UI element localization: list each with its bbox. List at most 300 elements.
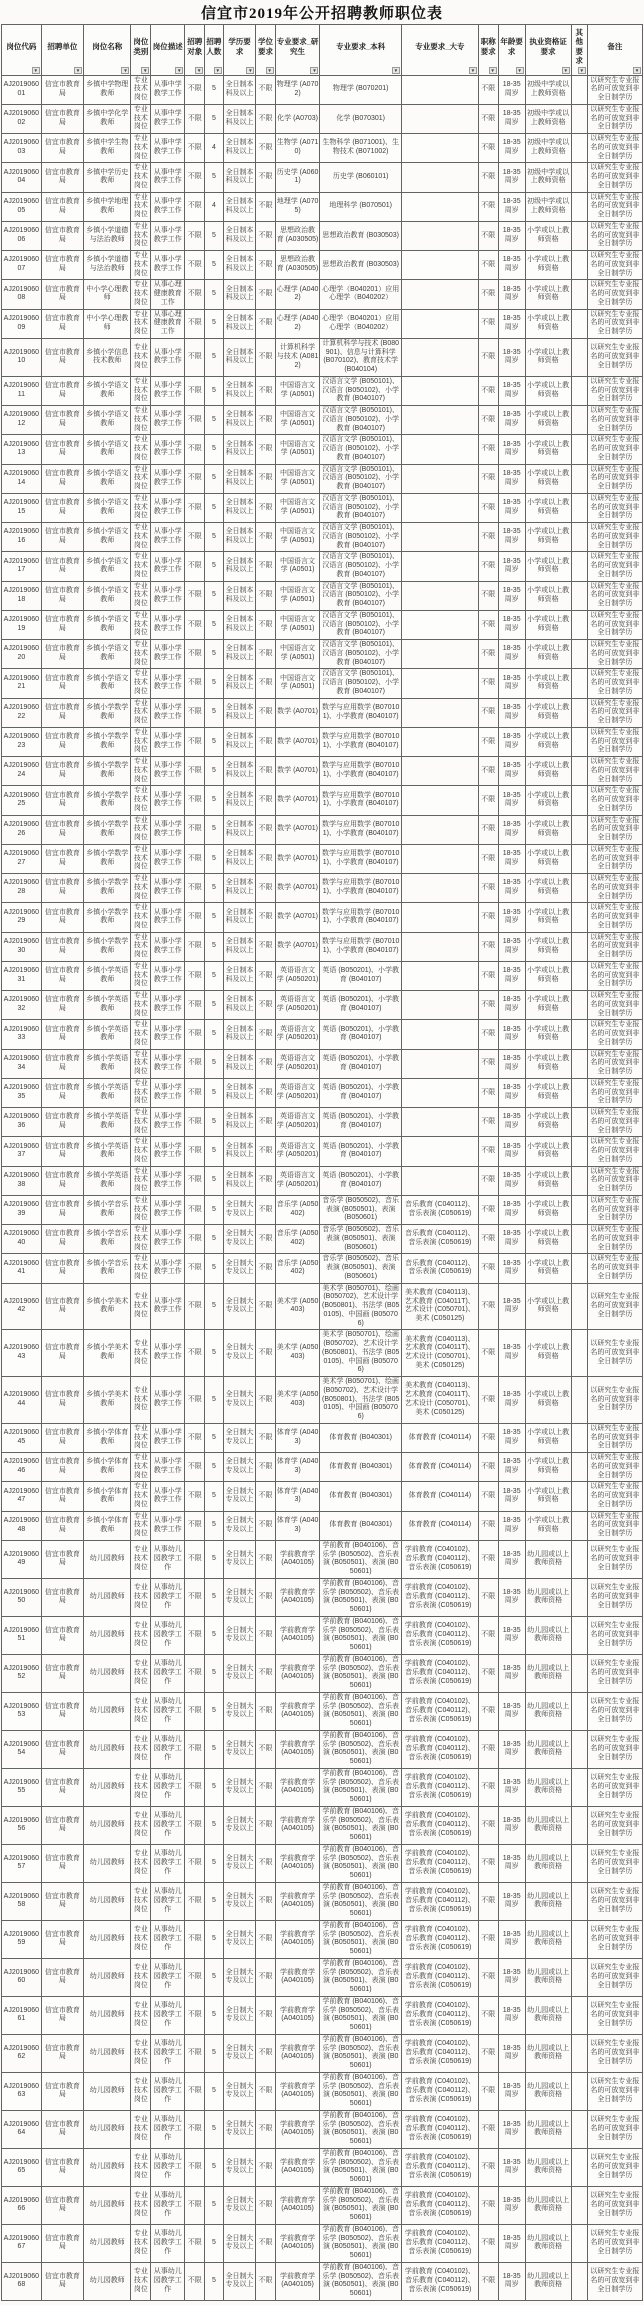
cell-other bbox=[571, 1920, 587, 1958]
table-row bbox=[2, 757, 643, 786]
cell-degree: 不限 bbox=[256, 991, 275, 1020]
cell-code: AJ201906040 bbox=[2, 1225, 42, 1254]
cell-title_req: 不限 bbox=[478, 435, 498, 464]
cell-remark: 以研究生专业报名的可放宽到非全日制学历 bbox=[587, 1049, 642, 1078]
cell-desc: 从事小学教学工作 bbox=[151, 669, 185, 698]
cell-title_req: 不限 bbox=[478, 464, 498, 493]
cell-bachelor: 汉语言文学 (B050101)、汉语言 (B050102)、小学教育 (B040107) bbox=[320, 464, 401, 493]
cell-target: 不限 bbox=[185, 786, 205, 815]
cell-target: 不限 bbox=[185, 1377, 205, 1424]
cell-name: 乡镇小学数学教师 bbox=[84, 786, 131, 815]
cell-name: 乡镇小学数学教师 bbox=[84, 727, 131, 756]
cell-desc: 从事小学教学工作 bbox=[151, 1254, 185, 1283]
cell-code: AJ201906054 bbox=[2, 1730, 42, 1768]
cell-category: 专业技术岗位 bbox=[131, 610, 151, 639]
cell-edu: 全日制大专及以上 bbox=[223, 2262, 256, 2300]
table-row bbox=[2, 1692, 643, 1730]
cell-cert: 小学或以上教师资格 bbox=[525, 903, 571, 932]
cell-count: 5 bbox=[205, 2110, 224, 2148]
table-row bbox=[2, 134, 643, 163]
cell-code: AJ201906018 bbox=[2, 581, 42, 610]
cell-title_req: 不限 bbox=[478, 376, 498, 405]
filter-dropdown-icon[interactable]: ▾ bbox=[562, 67, 570, 74]
cell-degree: 不限 bbox=[256, 757, 275, 786]
cell-target: 不限 bbox=[185, 1806, 205, 1844]
cell-bachelor: 汉语言文学 (B050101)、汉语言 (B050102)、小学教育 (B040107) bbox=[320, 493, 401, 522]
cell-cert: 小学或以上教师资格 bbox=[525, 669, 571, 698]
cell-other bbox=[571, 2262, 587, 2300]
cell-bachelor: 学前教育 (B040106)、音乐学 (B050502)、音乐表演 (B050501)、表演 (B050601) bbox=[320, 1768, 401, 1806]
cell-degree: 不限 bbox=[256, 727, 275, 756]
cell-age: 18-35周岁 bbox=[498, 552, 525, 581]
cell-bachelor: 数学与应用数学 (B070101)、小学教育 (B040107) bbox=[320, 874, 401, 903]
cell-bachelor: 英语 (B050201)、小学教育 (B040107) bbox=[320, 1049, 401, 1078]
cell-college: 学前教育 (C040102)、音乐教育 (C040112)、音乐表演 (C050619) bbox=[401, 1844, 478, 1882]
cell-grad: 英语语言文学 (A050201) bbox=[275, 1166, 320, 1195]
table-row bbox=[2, 1166, 643, 1195]
cell-code: AJ201906039 bbox=[2, 1195, 42, 1224]
cell-target: 不限 bbox=[185, 280, 205, 309]
cell-code: AJ201906058 bbox=[2, 1882, 42, 1920]
cell-college: 体育教育 (C040114) bbox=[401, 1482, 478, 1511]
cell-edu: 全日制本科及以上 bbox=[223, 961, 256, 990]
cell-cert: 小学或以上教师资格 bbox=[525, 493, 571, 522]
cell-count: 5 bbox=[205, 2034, 224, 2072]
cell-bachelor: 数学与应用数学 (B070101)、小学教育 (B040107) bbox=[320, 786, 401, 815]
cell-title_req: 不限 bbox=[478, 1049, 498, 1078]
cell-other bbox=[571, 1453, 587, 1482]
cell-count: 5 bbox=[205, 251, 224, 280]
cell-name: 乡镇小学音乐教师 bbox=[84, 1225, 131, 1254]
cell-name: 乡镇小学道德与法治教师 bbox=[84, 251, 131, 280]
filter-dropdown-icon[interactable]: ▾ bbox=[74, 67, 82, 74]
cell-cert: 小学或以上教师资格 bbox=[525, 874, 571, 903]
cell-degree: 不限 bbox=[256, 932, 275, 961]
cell-bachelor: 英语 (B050201)、小学教育 (B040107) bbox=[320, 1108, 401, 1137]
filter-dropdown-icon[interactable]: ▾ bbox=[392, 67, 400, 74]
column-header-label: 年龄要求 bbox=[500, 37, 523, 56]
filter-dropdown-icon[interactable]: ▾ bbox=[246, 67, 254, 74]
cell-age: 18-35周岁 bbox=[498, 874, 525, 903]
cell-edu: 全日制本科及以上 bbox=[223, 610, 256, 639]
cell-degree: 不限 bbox=[256, 1540, 275, 1578]
cell-bachelor: 汉语言文学 (B050101)、汉语言 (B050102)、小学教育 (B040107) bbox=[320, 376, 401, 405]
cell-unit: 信宜市教育局 bbox=[41, 2148, 83, 2186]
filter-dropdown-icon[interactable]: ▾ bbox=[633, 67, 641, 74]
cell-grad: 体育学 (A0403) bbox=[275, 1511, 320, 1540]
cell-bachelor: 学前教育 (B040106)、音乐学 (B050502)、音乐表演 (B050501)、表演 (B050601) bbox=[320, 1730, 401, 1768]
cell-college: 体育教育 (C040114) bbox=[401, 1423, 478, 1452]
cell-name: 幼儿园教师 bbox=[84, 1958, 131, 1996]
cell-college bbox=[401, 552, 478, 581]
cell-target: 不限 bbox=[185, 2072, 205, 2110]
cell-count: 5 bbox=[205, 1166, 224, 1195]
cell-grad: 学前教育学 (A040105) bbox=[275, 2224, 320, 2262]
cell-name: 幼儿园教师 bbox=[84, 1920, 131, 1958]
cell-category: 专业技术岗位 bbox=[131, 251, 151, 280]
cell-code: AJ201906041 bbox=[2, 1254, 42, 1283]
cell-name: 乡镇小学语文教师 bbox=[84, 406, 131, 435]
cell-category: 专业技术岗位 bbox=[131, 464, 151, 493]
cell-other bbox=[571, 903, 587, 932]
cell-name: 幼儿园教师 bbox=[84, 1692, 131, 1730]
column-header-label: 专业要求_本科 bbox=[336, 42, 386, 52]
column-header-label: 执业资格证要求 bbox=[529, 37, 567, 56]
cell-category: 专业技术岗位 bbox=[131, 581, 151, 610]
cell-grad: 学前教育学 (A040105) bbox=[275, 1768, 320, 1806]
cell-desc: 从事幼儿园教学工作 bbox=[151, 1882, 185, 1920]
cell-edu: 全日制大专及以上 bbox=[223, 1996, 256, 2034]
cell-category: 专业技术岗位 bbox=[131, 1511, 151, 1540]
cell-age: 18-35周岁 bbox=[498, 1377, 525, 1424]
cell-bachelor: 学前教育 (B040106)、音乐学 (B050502)、音乐表演 (B050501)、表演 (B050601) bbox=[320, 1806, 401, 1844]
column-header-other bbox=[571, 25, 587, 76]
cell-degree: 不限 bbox=[256, 1225, 275, 1254]
cell-remark: 以研究生专业报名的可放宽到非全日制学历 bbox=[587, 523, 642, 552]
cell-desc: 从事小学教学工作 bbox=[151, 493, 185, 522]
column-header-degree bbox=[256, 25, 275, 76]
cell-count: 5 bbox=[205, 903, 224, 932]
cell-cert: 小学或以上教师资格 bbox=[525, 1078, 571, 1107]
column-header-label: 招聘对象 bbox=[187, 37, 203, 56]
filter-dropdown-icon[interactable]: ▾ bbox=[469, 67, 477, 74]
cell-name: 幼儿园教师 bbox=[84, 1996, 131, 2034]
cell-code: AJ201906062 bbox=[2, 2034, 42, 2072]
cell-desc: 从事幼儿园教学工作 bbox=[151, 2262, 185, 2300]
cell-count: 5 bbox=[205, 1078, 224, 1107]
cell-name: 乡镇小学英语教师 bbox=[84, 991, 131, 1020]
cell-name: 乡镇小学英语教师 bbox=[84, 1049, 131, 1078]
cell-other bbox=[571, 1692, 587, 1730]
cell-cert: 小学或以上教师资格 bbox=[525, 1283, 571, 1330]
cell-college bbox=[401, 786, 478, 815]
table-row bbox=[2, 2186, 643, 2224]
cell-count: 5 bbox=[205, 757, 224, 786]
cell-target: 不限 bbox=[185, 698, 205, 727]
table-row bbox=[2, 1482, 643, 1511]
cell-bachelor: 生物科学 (B071001)、生物技术 (B071002) bbox=[320, 134, 401, 163]
cell-cert: 小学或以上教师资格 bbox=[525, 991, 571, 1020]
cell-title_req: 不限 bbox=[478, 669, 498, 698]
filter-dropdown-icon[interactable]: ▾ bbox=[175, 67, 183, 74]
cell-cert: 小学或以上教师资格 bbox=[525, 815, 571, 844]
cell-target: 不限 bbox=[185, 1108, 205, 1137]
cell-cert: 小学或以上教师资格 bbox=[525, 376, 571, 405]
cell-name: 幼儿园教师 bbox=[84, 1616, 131, 1654]
cell-other bbox=[571, 1654, 587, 1692]
cell-bachelor: 音乐学 (B050502)、音乐表演 (B050501)、表演 (B050601) bbox=[320, 1195, 401, 1224]
cell-college bbox=[401, 932, 478, 961]
cell-code: AJ201906007 bbox=[2, 251, 42, 280]
cell-other bbox=[571, 2034, 587, 2072]
cell-grad: 体育学 (A0403) bbox=[275, 1482, 320, 1511]
cell-unit: 信宜市教育局 bbox=[41, 610, 83, 639]
cell-remark: 以研究生专业报名的可放宽到非全日制学历 bbox=[587, 932, 642, 961]
cell-cert: 小学或以上教师资格 bbox=[525, 698, 571, 727]
cell-target: 不限 bbox=[185, 1330, 205, 1377]
cell-college bbox=[401, 163, 478, 192]
cell-other bbox=[571, 338, 587, 376]
cell-title_req: 不限 bbox=[478, 610, 498, 639]
cell-target: 不限 bbox=[185, 435, 205, 464]
cell-college: 学前教育 (C040102)、音乐教育 (C040112)、音乐表演 (C050619) bbox=[401, 2224, 478, 2262]
column-header-label: 学位要求 bbox=[258, 37, 274, 56]
cell-degree: 不限 bbox=[256, 2110, 275, 2148]
cell-unit: 信宜市教育局 bbox=[41, 376, 83, 405]
cell-title_req: 不限 bbox=[478, 786, 498, 815]
cell-title_req: 不限 bbox=[478, 727, 498, 756]
cell-desc: 从事小学教学工作 bbox=[151, 376, 185, 405]
cell-grad: 计算机科学与技术 (A0812) bbox=[275, 338, 320, 376]
cell-desc: 从事小学教学工作 bbox=[151, 932, 185, 961]
cell-target: 不限 bbox=[185, 727, 205, 756]
cell-bachelor: 学前教育 (B040106)、音乐学 (B050502)、音乐表演 (B050501)、表演 (B050601) bbox=[320, 1920, 401, 1958]
column-header-cert bbox=[525, 25, 571, 76]
cell-bachelor: 汉语言文学 (B050101)、汉语言 (B050102)、小学教育 (B040107) bbox=[320, 406, 401, 435]
cell-cert: 幼儿园或以上教师资格 bbox=[525, 1920, 571, 1958]
cell-degree: 不限 bbox=[256, 581, 275, 610]
cell-college bbox=[401, 610, 478, 639]
cell-degree: 不限 bbox=[256, 309, 275, 338]
cell-degree: 不限 bbox=[256, 376, 275, 405]
cell-cert: 小学或以上教师资格 bbox=[525, 338, 571, 376]
cell-remark: 以研究生专业报名的可放宽到非全日制学历 bbox=[587, 2110, 642, 2148]
cell-code: AJ201906011 bbox=[2, 376, 42, 405]
cell-desc: 从事中学教学工作 bbox=[151, 134, 185, 163]
cell-degree: 不限 bbox=[256, 1578, 275, 1616]
cell-degree: 不限 bbox=[256, 2186, 275, 2224]
table-row bbox=[2, 280, 643, 309]
cell-name: 乡镇中学化学教师 bbox=[84, 104, 131, 133]
column-header-grad bbox=[275, 25, 320, 76]
cell-name: 乡镇中学地理教师 bbox=[84, 192, 131, 221]
cell-remark: 以研究生专业报名的可放宽到非全日制学历 bbox=[587, 309, 642, 338]
cell-age: 18-35周岁 bbox=[498, 280, 525, 309]
cell-name: 乡镇小学美术教师 bbox=[84, 1330, 131, 1377]
column-header-code bbox=[2, 25, 42, 76]
table-row bbox=[2, 903, 643, 932]
cell-category: 专业技术岗位 bbox=[131, 2072, 151, 2110]
table-row bbox=[2, 1540, 643, 1578]
cell-code: AJ201906021 bbox=[2, 669, 42, 698]
cell-other bbox=[571, 1020, 587, 1049]
cell-title_req: 不限 bbox=[478, 523, 498, 552]
cell-bachelor: 英语 (B050201)、小学教育 (B040107) bbox=[320, 961, 401, 990]
cell-edu: 全日制大专及以上 bbox=[223, 1254, 256, 1283]
cell-remark: 以研究生专业报名的可放宽到非全日制学历 bbox=[587, 163, 642, 192]
cell-bachelor: 学前教育 (B040106)、音乐学 (B050502)、音乐表演 (B050501)、表演 (B050601) bbox=[320, 2262, 401, 2300]
filter-dropdown-icon[interactable]: ▾ bbox=[489, 67, 497, 74]
cell-college bbox=[401, 376, 478, 405]
cell-title_req: 不限 bbox=[478, 338, 498, 376]
cell-college bbox=[401, 493, 478, 522]
cell-desc: 从事小学教学工作 bbox=[151, 1195, 185, 1224]
cell-age: 18-35周岁 bbox=[498, 1920, 525, 1958]
cell-count: 5 bbox=[205, 2148, 224, 2186]
cell-remark: 以研究生专业报名的可放宽到非全日制学历 bbox=[587, 192, 642, 221]
cell-name: 幼儿园教师 bbox=[84, 1844, 131, 1882]
cell-title_req: 不限 bbox=[478, 406, 498, 435]
cell-name: 乡镇小学语文教师 bbox=[84, 610, 131, 639]
cell-other bbox=[571, 1844, 587, 1882]
cell-category: 专业技术岗位 bbox=[131, 2262, 151, 2300]
cell-bachelor: 计算机科学与技术 (B080901)、信息与计算科学 (B070102)、教育技术学 (B040104) bbox=[320, 338, 401, 376]
filter-dropdown-icon[interactable]: ▾ bbox=[578, 67, 586, 74]
cell-edu: 全日制大专及以上 bbox=[223, 1540, 256, 1578]
table-row bbox=[2, 961, 643, 990]
cell-title_req: 不限 bbox=[478, 1078, 498, 1107]
cell-count: 5 bbox=[205, 435, 224, 464]
filter-dropdown-icon[interactable]: ▾ bbox=[310, 67, 318, 74]
cell-edu: 全日制大专及以上 bbox=[223, 1511, 256, 1540]
cell-count: 4 bbox=[205, 134, 224, 163]
cell-target: 不限 bbox=[185, 1195, 205, 1224]
table-row bbox=[2, 406, 643, 435]
cell-name: 幼儿园教师 bbox=[84, 2186, 131, 2224]
cell-name: 乡镇小学英语教师 bbox=[84, 1137, 131, 1166]
cell-title_req: 不限 bbox=[478, 991, 498, 1020]
cell-cert: 小学或以上教师资格 bbox=[525, 1482, 571, 1511]
cell-college bbox=[401, 844, 478, 873]
cell-category: 专业技术岗位 bbox=[131, 221, 151, 250]
cell-college bbox=[401, 640, 478, 669]
cell-target: 不限 bbox=[185, 2110, 205, 2148]
table-row bbox=[2, 192, 643, 221]
filter-dropdown-icon[interactable]: ▾ bbox=[141, 67, 149, 74]
table-body bbox=[2, 75, 643, 2300]
cell-other bbox=[571, 406, 587, 435]
cell-other bbox=[571, 610, 587, 639]
cell-cert: 初级中学或以上教师资格 bbox=[525, 75, 571, 104]
cell-edu: 全日制大专及以上 bbox=[223, 1806, 256, 1844]
table-row bbox=[2, 1049, 643, 1078]
cell-target: 不限 bbox=[185, 1920, 205, 1958]
cell-code: AJ201906028 bbox=[2, 874, 42, 903]
cell-code: AJ201906051 bbox=[2, 1616, 42, 1654]
cell-target: 不限 bbox=[185, 1078, 205, 1107]
table-row bbox=[2, 376, 643, 405]
table-row bbox=[2, 163, 643, 192]
cell-bachelor: 体育教育 (B040301) bbox=[320, 1453, 401, 1482]
cell-remark: 以研究生专业报名的可放宽到非全日制学历 bbox=[587, 1423, 642, 1452]
cell-category: 专业技术岗位 bbox=[131, 757, 151, 786]
cell-grad: 学前教育学 (A040105) bbox=[275, 1806, 320, 1844]
cell-unit: 信宜市教育局 bbox=[41, 221, 83, 250]
cell-name: 乡镇小学语文教师 bbox=[84, 376, 131, 405]
cell-desc: 从事小学教学工作 bbox=[151, 1049, 185, 1078]
cell-remark: 以研究生专业报名的可放宽到非全日制学历 bbox=[587, 134, 642, 163]
cell-edu: 全日制本科及以上 bbox=[223, 75, 256, 104]
cell-target: 不限 bbox=[185, 221, 205, 250]
table-row bbox=[2, 221, 643, 250]
filter-dropdown-icon[interactable]: ▾ bbox=[195, 67, 203, 74]
cell-grad: 美术学 (A050403) bbox=[275, 1283, 320, 1330]
filter-dropdown-icon[interactable]: ▾ bbox=[266, 67, 274, 74]
cell-target: 不限 bbox=[185, 2034, 205, 2072]
cell-degree: 不限 bbox=[256, 1511, 275, 1540]
table-row bbox=[2, 2072, 643, 2110]
cell-target: 不限 bbox=[185, 874, 205, 903]
table-row bbox=[2, 2148, 643, 2186]
table-row bbox=[2, 75, 643, 104]
cell-name: 乡镇中学生物教师 bbox=[84, 134, 131, 163]
cell-unit: 信宜市教育局 bbox=[41, 1654, 83, 1692]
cell-title_req: 不限 bbox=[478, 192, 498, 221]
cell-grad: 思想政治教育 (A030505) bbox=[275, 221, 320, 250]
cell-other bbox=[571, 932, 587, 961]
cell-age: 18-35周岁 bbox=[498, 221, 525, 250]
column-header-desc bbox=[151, 25, 185, 76]
cell-degree: 不限 bbox=[256, 1377, 275, 1424]
cell-remark: 以研究生专业报名的可放宽到非全日制学历 bbox=[587, 1920, 642, 1958]
cell-degree: 不限 bbox=[256, 2148, 275, 2186]
cell-desc: 从事小学教学工作 bbox=[151, 786, 185, 815]
cell-target: 不限 bbox=[185, 192, 205, 221]
cell-college bbox=[401, 435, 478, 464]
filter-dropdown-icon[interactable]: ▾ bbox=[214, 67, 222, 74]
cell-grad: 地理学 (A0705) bbox=[275, 192, 320, 221]
cell-unit: 信宜市教育局 bbox=[41, 2110, 83, 2148]
cell-title_req: 不限 bbox=[478, 1453, 498, 1482]
cell-category: 专业技术岗位 bbox=[131, 961, 151, 990]
cell-bachelor: 音乐学 (B050502)、音乐表演 (B050501)、表演 (B050601) bbox=[320, 1254, 401, 1283]
cell-other bbox=[571, 1283, 587, 1330]
cell-title_req: 不限 bbox=[478, 309, 498, 338]
cell-category: 专业技术岗位 bbox=[131, 1654, 151, 1692]
cell-remark: 以研究生专业报名的可放宽到非全日制学历 bbox=[587, 669, 642, 698]
cell-degree: 不限 bbox=[256, 1254, 275, 1283]
cell-count: 5 bbox=[205, 493, 224, 522]
cell-title_req: 不限 bbox=[478, 874, 498, 903]
cell-target: 不限 bbox=[185, 104, 205, 133]
cell-age: 18-35周岁 bbox=[498, 1996, 525, 2034]
cell-degree: 不限 bbox=[256, 961, 275, 990]
cell-code: AJ201906016 bbox=[2, 523, 42, 552]
cell-unit: 信宜市教育局 bbox=[41, 552, 83, 581]
cell-age: 18-35周岁 bbox=[498, 192, 525, 221]
filter-dropdown-icon[interactable]: ▾ bbox=[32, 67, 40, 74]
cell-degree: 不限 bbox=[256, 786, 275, 815]
cell-degree: 不限 bbox=[256, 669, 275, 698]
cell-count: 5 bbox=[205, 1806, 224, 1844]
cell-grad: 学前教育学 (A040105) bbox=[275, 1958, 320, 1996]
cell-remark: 以研究生专业报名的可放宽到非全日制学历 bbox=[587, 1137, 642, 1166]
cell-desc: 从事心理健康教育工作 bbox=[151, 280, 185, 309]
cell-name: 乡镇小学数学教师 bbox=[84, 932, 131, 961]
cell-grad: 学前教育学 (A040105) bbox=[275, 1996, 320, 2034]
cell-other bbox=[571, 669, 587, 698]
filter-dropdown-icon[interactable]: ▾ bbox=[516, 67, 524, 74]
cell-name: 乡镇小学英语教师 bbox=[84, 1108, 131, 1137]
cell-remark: 以研究生专业报名的可放宽到非全日制学历 bbox=[587, 1020, 642, 1049]
cell-title_req: 不限 bbox=[478, 1254, 498, 1283]
cell-code: AJ201906020 bbox=[2, 640, 42, 669]
cell-desc: 从事小学教学工作 bbox=[151, 1108, 185, 1137]
cell-cert: 小学或以上教师资格 bbox=[525, 435, 571, 464]
cell-desc: 从事小学教学工作 bbox=[151, 1166, 185, 1195]
cell-unit: 信宜市教育局 bbox=[41, 1482, 83, 1511]
cell-unit: 信宜市教育局 bbox=[41, 1330, 83, 1377]
cell-desc: 从事小学教学工作 bbox=[151, 1137, 185, 1166]
cell-age: 18-35周岁 bbox=[498, 309, 525, 338]
filter-dropdown-icon[interactable]: ▾ bbox=[121, 67, 129, 74]
cell-grad: 历史学 (A0601) bbox=[275, 163, 320, 192]
cell-code: AJ201906049 bbox=[2, 1540, 42, 1578]
cell-count: 5 bbox=[205, 338, 224, 376]
cell-bachelor: 汉语言文学 (B050101)、汉语言 (B050102)、小学教育 (B040107) bbox=[320, 669, 401, 698]
cell-category: 专业技术岗位 bbox=[131, 1137, 151, 1166]
cell-edu: 全日制大专及以上 bbox=[223, 1692, 256, 1730]
